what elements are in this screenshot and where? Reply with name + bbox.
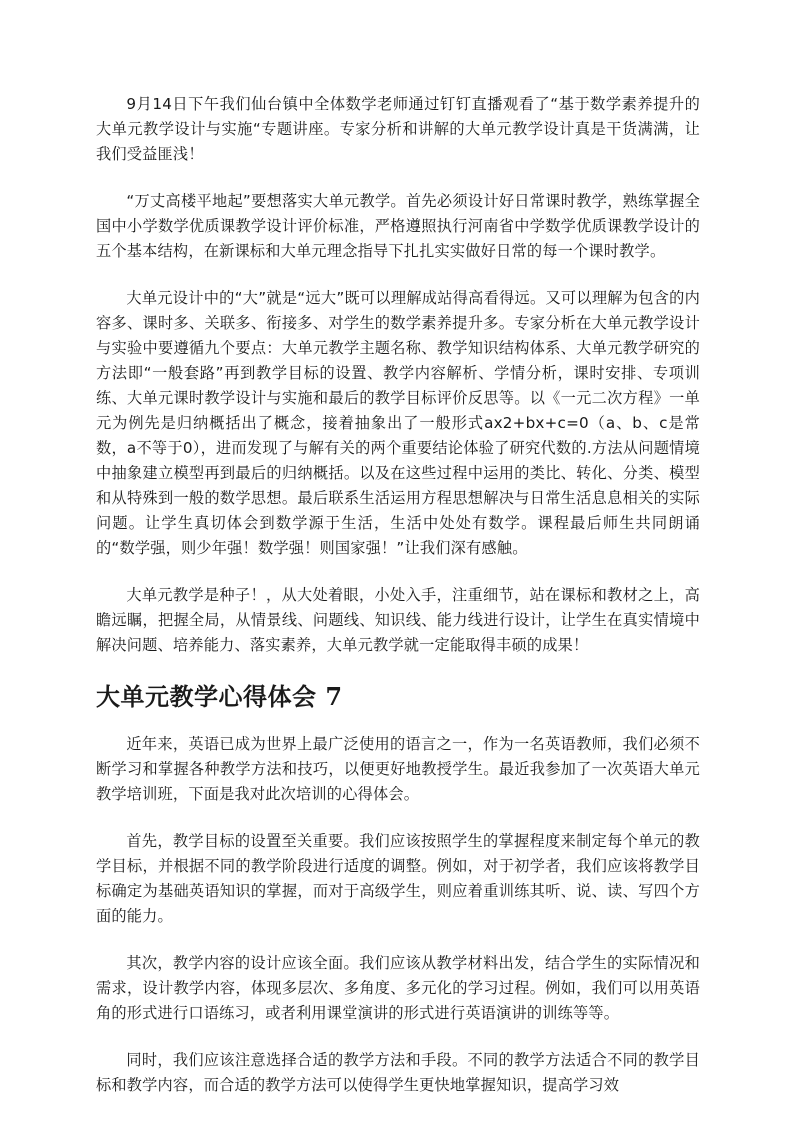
paragraph-big-unit-design: 大单元设计中的“大”就是“远大”既可以理解成站得高看得远。又可以理解为包含的内容多、课时多、关联多、衔接多、对学生的数学素养提升多。专家分析在大单元教学设计与实验中要遵循九个要点：大单元教学主题名称、教学知识结构体系、大单元教学研究的方法即“一般套路”再到教学目标的设置、教学内容解析、学情分析，课时安排、专项训练、大单元课时教学设计与实施和最后的教学目标评价反思等。以《一元二次方程》一单元为例先是归纳概括出了概念，接着抽象出了一般形式ax2+bx+c=0（a、b、c是常数，a不等于0），进而发现了与解有关的两个重要结论体验了研究代数的.方法从问题情境中抽象建立模型再到最后的归纳概括。以及在这些过程中运用的类比、转化、分类、模型和从特殊到一般的数学思想。最后联系生活运用方程思想解决与日常生活息息相关的实际问题。让学生真切体会到数学源于生活，生活中处处有数学。课程最后师生共同朗诵的“数学强，则少年强！数学强！则国家强！”让我们深有感触。 — [96, 289, 700, 557]
document-page — [96, 92, 700, 1120]
paragraph-english-intro: 近年来，英语已成为世界上最广泛使用的语言之一，作为一名英语教师，我们必须不断学习和掌握各种教学方法和技巧，以便更好地教授学生。最近我参加了一次英语大单元教学培训班，下面是我对此次培训的心得体会。 — [96, 735, 700, 803]
paragraph-intro: 9月14日下午我们仙台镇中全体数学老师通过钉钉直播观看了“基于数学素养提升的大单元教学设计与实施“专题讲座。专家分析和讲解的大单元教学设计真是干货满满，让我们受益匪浅！ — [96, 95, 700, 163]
paragraph-teaching-content: 其次，教学内容的设计应该全面。我们应该从教学材料出发，结合学生的实际情况和需求，设计教学内容，体现多层次、多角度、多元化的学习过程。例如，我们可以用英语角的形式进行口语练习，或者利用课堂演讲的形式进行英语演讲的训练等等。 — [96, 954, 700, 1022]
paragraph-teaching-methods: 同时，我们应该注意选择合适的教学方法和手段。不同的教学方法适合不同的教学目标和教学内容，而合适的教学方法可以使得学生更快地掌握知识，提高学习效 — [96, 1051, 700, 1094]
paragraph-foundation: “万丈高楼平地起”要想落实大单元教学。首先必须设计好日常课时教学，熟练掌握全国中小学数学优质课教学设计评价标准，严格遵照执行河南省中学数学优质课教学设计的五个基本结构，在新课标和大单元理念指导下扎扎实实做好日常的每一个课时教学。 — [96, 192, 700, 260]
paragraph-teaching-goals: 首先，教学目标的设置至关重要。我们应该按照学生的掌握程度来制定每个单元的教学目标，并根据不同的教学阶段进行适度的调整。例如，对于初学者，我们应该将教学目标确定为基础英语知识的掌握，而对于高级学生，则应着重训练其听、说、读、写四个方面的能力。 — [96, 832, 700, 925]
paragraph-conclusion: 大单元教学是种子！，从大处着眼，小处入手，注重细节，站在课标和教材之上，高瞻远瞩，把握全局，从情景线、问题线、知识线、能力线进行设计，让学生在真实情境中解决问题、培养能力、落实素养，大单元教学就一定能取得丰硕的成果！ — [96, 586, 700, 654]
section-title: 大单元教学心得体会 7 — [96, 682, 343, 711]
